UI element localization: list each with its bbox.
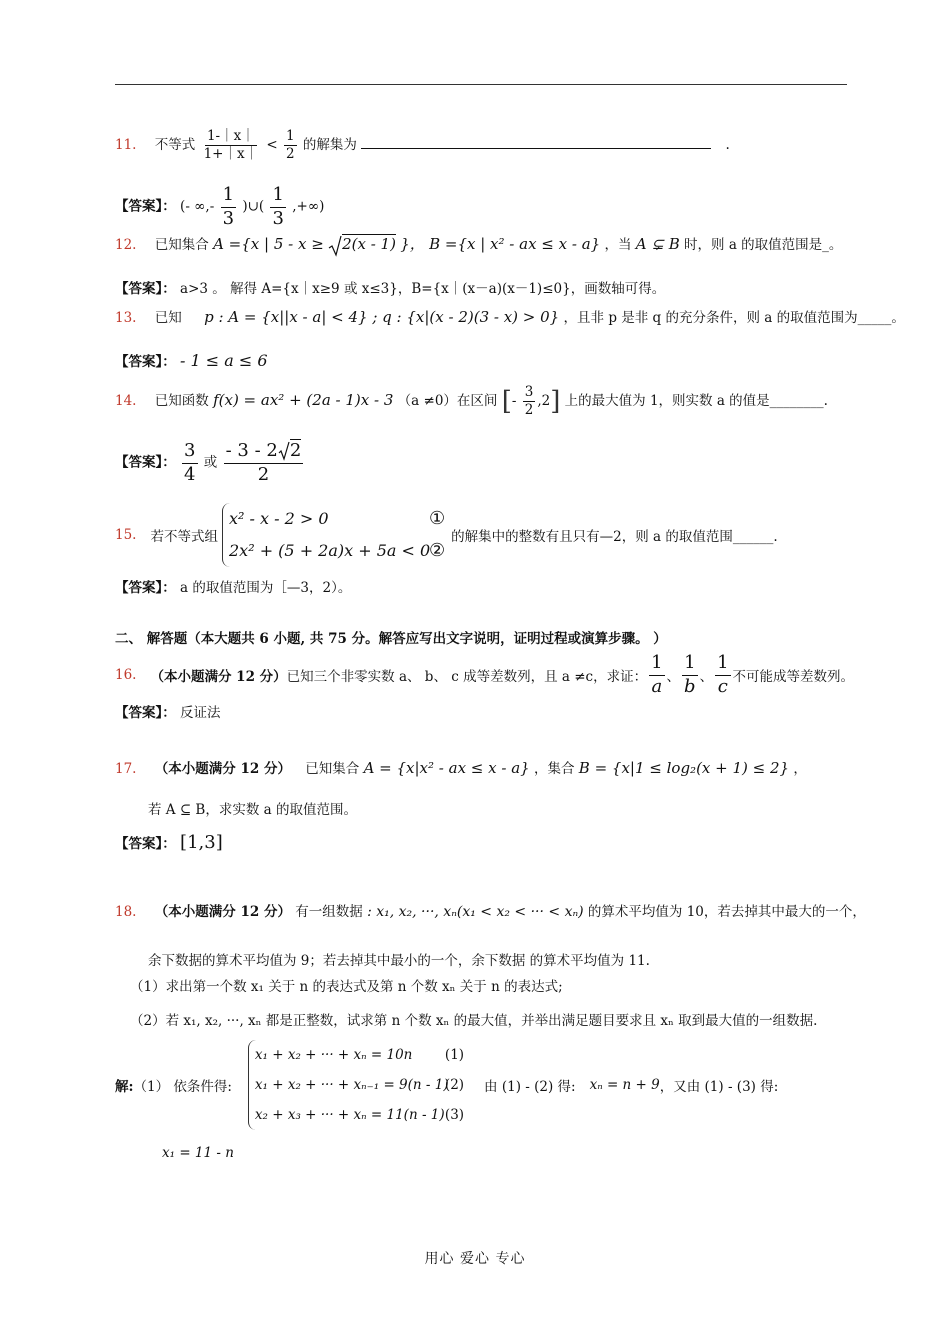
set-b: B = {x|1 ≤ log₂(x + 1) ≤ 2} <box>578 759 790 777</box>
answer-blank <box>361 148 711 149</box>
question-number: 17. <box>115 761 137 777</box>
fraction-a: $\frac{1}{a}$ <box>651 652 663 697</box>
set-a: A ={x | 5 - x ≥ <box>213 235 324 253</box>
sqrt-sign <box>328 235 342 257</box>
math: ,2 <box>537 392 551 409</box>
question-15 <box>115 503 778 567</box>
fraction: $\frac{1}{3}$ <box>222 184 235 229</box>
bracket-right: ] <box>550 386 561 417</box>
separator: 、 <box>666 669 681 685</box>
answer-label: 【答案】： <box>115 836 176 852</box>
less-than: < <box>266 136 278 153</box>
question-number: 18. <box>115 904 137 920</box>
answer-17 <box>115 832 223 853</box>
question-12 <box>115 233 842 257</box>
question-17-line2: 若 A ⊆ B，求实数 a 的取值范围。 <box>148 802 357 818</box>
answer-13 <box>115 350 268 370</box>
equation-system <box>248 1040 464 1130</box>
answer-label: 【答案】： <box>115 454 176 471</box>
solution-step: （1） 依条件得: <box>133 1079 232 1095</box>
question-text: 有一组数据 <box>295 904 363 920</box>
answer-text: - 1 ≤ a ≤ 6 <box>180 351 268 370</box>
solution-text: ，又由 (1) - (3) 得: <box>659 1079 779 1095</box>
expression: p : A = {x||x - a| < 4} ; q : {x|(x - 2)(3 - x) > 0} <box>204 308 560 326</box>
fraction-half: $\frac{1}{2}$ <box>286 128 295 162</box>
question-text: ，集合 <box>534 761 575 777</box>
period: . <box>725 136 730 153</box>
inequality-system: x² - x - 2 > 0 ① 2x² + (5 + 2a)x + 5a < 0 ② <box>222 503 445 567</box>
question-number: 12. <box>115 237 137 253</box>
math: ,+∞) <box>292 198 325 215</box>
score: （本小题满分 12 分） <box>154 904 291 920</box>
score: （本小题满分 12 分） <box>154 761 291 777</box>
answer-label: 【答案】： <box>115 281 176 297</box>
question-text: 已知函数 <box>154 392 209 409</box>
question-16 <box>115 652 854 698</box>
question-text-post: 不可能成等差数列。 <box>732 669 855 685</box>
fraction: $\frac{1-|x|}{1+|x|}$ <box>203 128 259 162</box>
data-expression: : x₁, x₂, ···, xₙ(x₁ < x₂ < ··· < xₙ) <box>367 904 584 920</box>
or-text: 或 <box>203 454 218 471</box>
answer-11 <box>115 184 324 230</box>
score: （本小题满分 12 分） <box>150 669 287 685</box>
set-b: B ={x | x² - ax ≤ x - a} <box>429 235 601 253</box>
solution-text: 由 (1) - (2) 得: <box>484 1079 576 1095</box>
solution-label: 解: <box>115 1079 134 1095</box>
answer-14 <box>115 440 305 486</box>
comma: ， <box>793 761 807 777</box>
result-xn: xₙ = n + 9 <box>589 1077 660 1093</box>
answer-label: 【答案】： <box>115 705 176 721</box>
radicand: 2(x - 1) <box>342 235 396 253</box>
answer-label: 【答案】： <box>115 354 176 370</box>
question-number: 13. <box>115 310 137 326</box>
question-text: 已知 <box>154 310 182 326</box>
set-a: A = {x|x² - ax ≤ x - a} <box>363 759 530 777</box>
question-text: 已知三个非零实数 a、 b、 c 成等差数列，且 a ≠c，求证： <box>286 669 648 685</box>
question-text: （a ≠0）在区间 <box>397 392 498 409</box>
answer-label: 【答案】： <box>115 580 176 596</box>
fraction: $\frac{1}{3}$ <box>272 184 284 229</box>
header-rule <box>115 84 847 85</box>
question-11 <box>115 128 730 163</box>
equation-row: x₁ + x₂ + ··· + xₙ = 10n (1) <box>254 1047 465 1063</box>
fraction: $\frac{- 3 - 2 2}{2}$ <box>225 440 302 485</box>
question-text-post: 的解集中的整数有且只有—2，则 a 的取值范围______. <box>451 529 778 545</box>
function-expression: f(x) = ax² + (2a - 1)x - 3 <box>213 390 394 409</box>
question-18-part2: （2）若 x₁, x₂, ···, xₙ 都是正整数，试求第 n 个数 xₙ 的最大值，并举出满足题目要求且 xₙ 取到最大值的一组数据. <box>130 1013 818 1029</box>
question-number: 16. <box>115 667 137 683</box>
question-13 <box>115 306 905 326</box>
equation-row: x₁ + x₂ + ··· + xₙ₋₁ = 9(n - 1) (2) <box>254 1077 465 1093</box>
answer-text: 反证法 <box>180 705 221 721</box>
question-18 <box>115 900 866 920</box>
answer-text: [1,3] <box>180 832 223 853</box>
fraction-c: $\frac{1}{c}$ <box>717 652 729 697</box>
fraction: $\frac{3}{2}$ <box>524 384 534 418</box>
question-text-post: 上的最大值为 1，则实数 a 的值是________. <box>564 392 828 409</box>
answer-text: a>3 。 解得 A={x｜x≥9 或 x≤3}，B={x｜(x－a)(x－1)≤0}，画数轴可得。 <box>180 281 666 297</box>
question-text: ，当 <box>604 237 632 253</box>
math: (- ∞,- <box>180 198 219 215</box>
answer-text: a 的取值范围为［—3，2）。 <box>180 580 352 596</box>
math: - <box>511 392 521 409</box>
footer-motto: 用心 爱心 专心 <box>424 1251 526 1267</box>
question-18-part1: （1）求出第一个数 x₁ 关于 n 的表达式及第 n 个数 xₙ 关于 n 的表达式; <box>130 979 563 995</box>
answer-label: 【答案】： <box>115 198 176 215</box>
question-text-post: 的算术平均值为 10，若去掉其中最大的一个， <box>587 904 866 920</box>
relation: A ⊊ B <box>635 235 680 253</box>
fraction-b: $\frac{1}{b}$ <box>684 652 696 697</box>
question-text-post: ，且非 p 是非 q 的充分条件，则 a 的取值范围为_____。 <box>563 310 905 326</box>
fraction: $\frac{3}{4}$ <box>184 440 196 485</box>
question-number: 14. <box>115 392 137 409</box>
question-text: 不等式 <box>154 136 196 153</box>
question-text: 已知集合 <box>305 761 360 777</box>
result-x1: x₁ = 11 - n <box>162 1145 234 1161</box>
question-text: 若不等式组 <box>150 529 218 545</box>
answer-15 <box>115 576 351 596</box>
set-end: }， <box>400 235 425 253</box>
answer-12 <box>115 277 665 297</box>
separator: 、 <box>699 669 714 685</box>
bracket-left: [ <box>501 386 512 417</box>
section-2-title: 二、 解答题（本大题共 6 小题, 共 75 分。解答应写出文字说明，证明过程或演算步骤。 ） <box>115 631 667 647</box>
question-number: 15. <box>115 527 137 543</box>
question-14 <box>115 384 828 419</box>
math: )∪( <box>242 198 265 215</box>
equation-row: x₂ + x₃ + ··· + xₙ = 11(n - 1) (3) <box>254 1107 465 1123</box>
question-18-line2: 余下数据的算术平均值为 9；若去掉其中最小的一个，余下数据 的算术平均值为 11. <box>148 953 650 969</box>
solution-18 <box>115 1040 778 1130</box>
question-text-post: 的解集为 <box>302 136 357 153</box>
answer-16 <box>115 701 221 721</box>
question-17 <box>115 757 807 777</box>
question-text: 已知集合 <box>154 237 209 253</box>
question-number: 11. <box>115 136 137 153</box>
question-text-post: 时，则 a 的取值范围是_。 <box>684 237 843 253</box>
